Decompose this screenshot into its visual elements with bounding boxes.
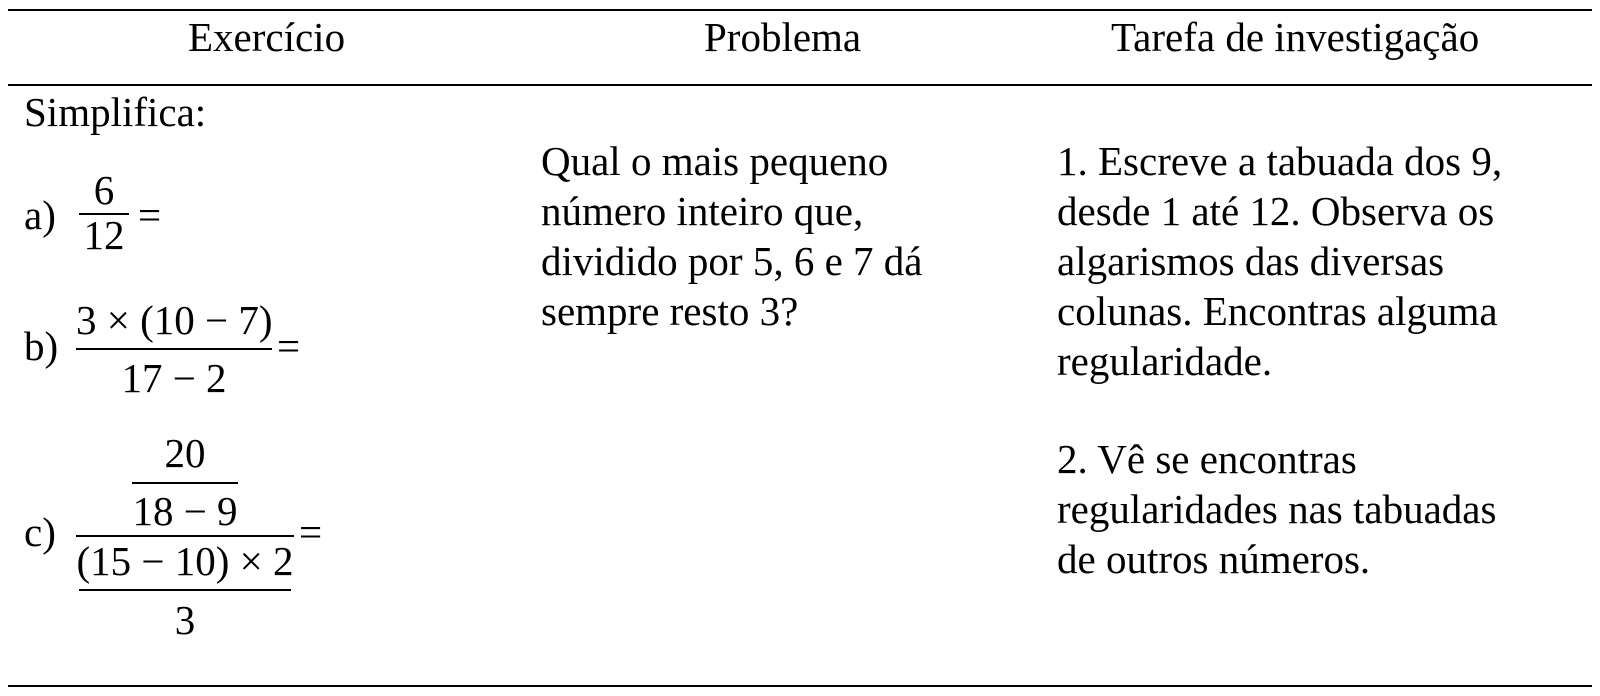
tarefa-item1-line-4: colunas. Encontras alguma [1057, 288, 1498, 334]
tarefa-item1-line-1: 1. Escreve a tabuada dos 9, [1057, 138, 1503, 184]
tarefa-item2-line-1: 2. Vê se encontras [1057, 436, 1357, 482]
exercise-b-equals: = [277, 323, 301, 369]
exercise-a-label: a) [24, 192, 56, 238]
top-rule [8, 9, 1592, 11]
exercise-c-inner-top-denominator: 18 − 9 [132, 488, 238, 534]
problema-line-4: sempre resto 3? [541, 288, 799, 334]
exercise-b-fraction-bar [76, 348, 272, 350]
header-problema: Problema [704, 14, 862, 60]
problema-line-1: Qual o mais pequeno [541, 138, 889, 184]
problema-line-2: número inteiro que, [541, 188, 864, 234]
exercise-a-equals: = [138, 192, 162, 238]
exercise-c-inner-top-numerator: 20 [164, 430, 206, 476]
header-rule [8, 84, 1592, 86]
exercise-c-inner-bottom-bar [79, 589, 291, 591]
exercise-c-inner-top-bar [132, 482, 238, 484]
tarefa-item1-line-2: desde 1 até 12. Observa os [1057, 188, 1495, 234]
exercicio-intro: Simplifica: [24, 89, 207, 135]
exercise-a-numerator: 6 [93, 167, 115, 213]
problema-line-3: dividido por 5, 6 e 7 dá [541, 238, 923, 284]
exercise-c-equals: = [299, 509, 323, 555]
tarefa-item2-line-2: regularidades nas tabuadas [1057, 486, 1497, 532]
exercise-a-denominator: 12 [83, 212, 125, 258]
exercise-b-denominator: 17 − 2 [121, 355, 227, 401]
header-exercicio: Exercício [188, 14, 346, 60]
bottom-rule [8, 685, 1592, 687]
exercise-b-numerator: 3 × (10 − 7) [76, 297, 273, 343]
tarefa-item2-line-3: de outros números. [1057, 536, 1371, 582]
tarefa-item1-line-3: algarismos das diversas [1057, 238, 1445, 284]
tarefa-item1-line-5: regularidade. [1057, 338, 1273, 384]
exercise-b-label: b) [24, 323, 59, 369]
exercise-c-inner-bottom-denominator: 3 [174, 597, 196, 643]
exercise-c-label: c) [24, 509, 56, 555]
header-tarefa: Tarefa de investigação [1111, 14, 1480, 60]
exercise-c-inner-bottom-numerator: (15 − 10) × 2 [76, 538, 294, 584]
